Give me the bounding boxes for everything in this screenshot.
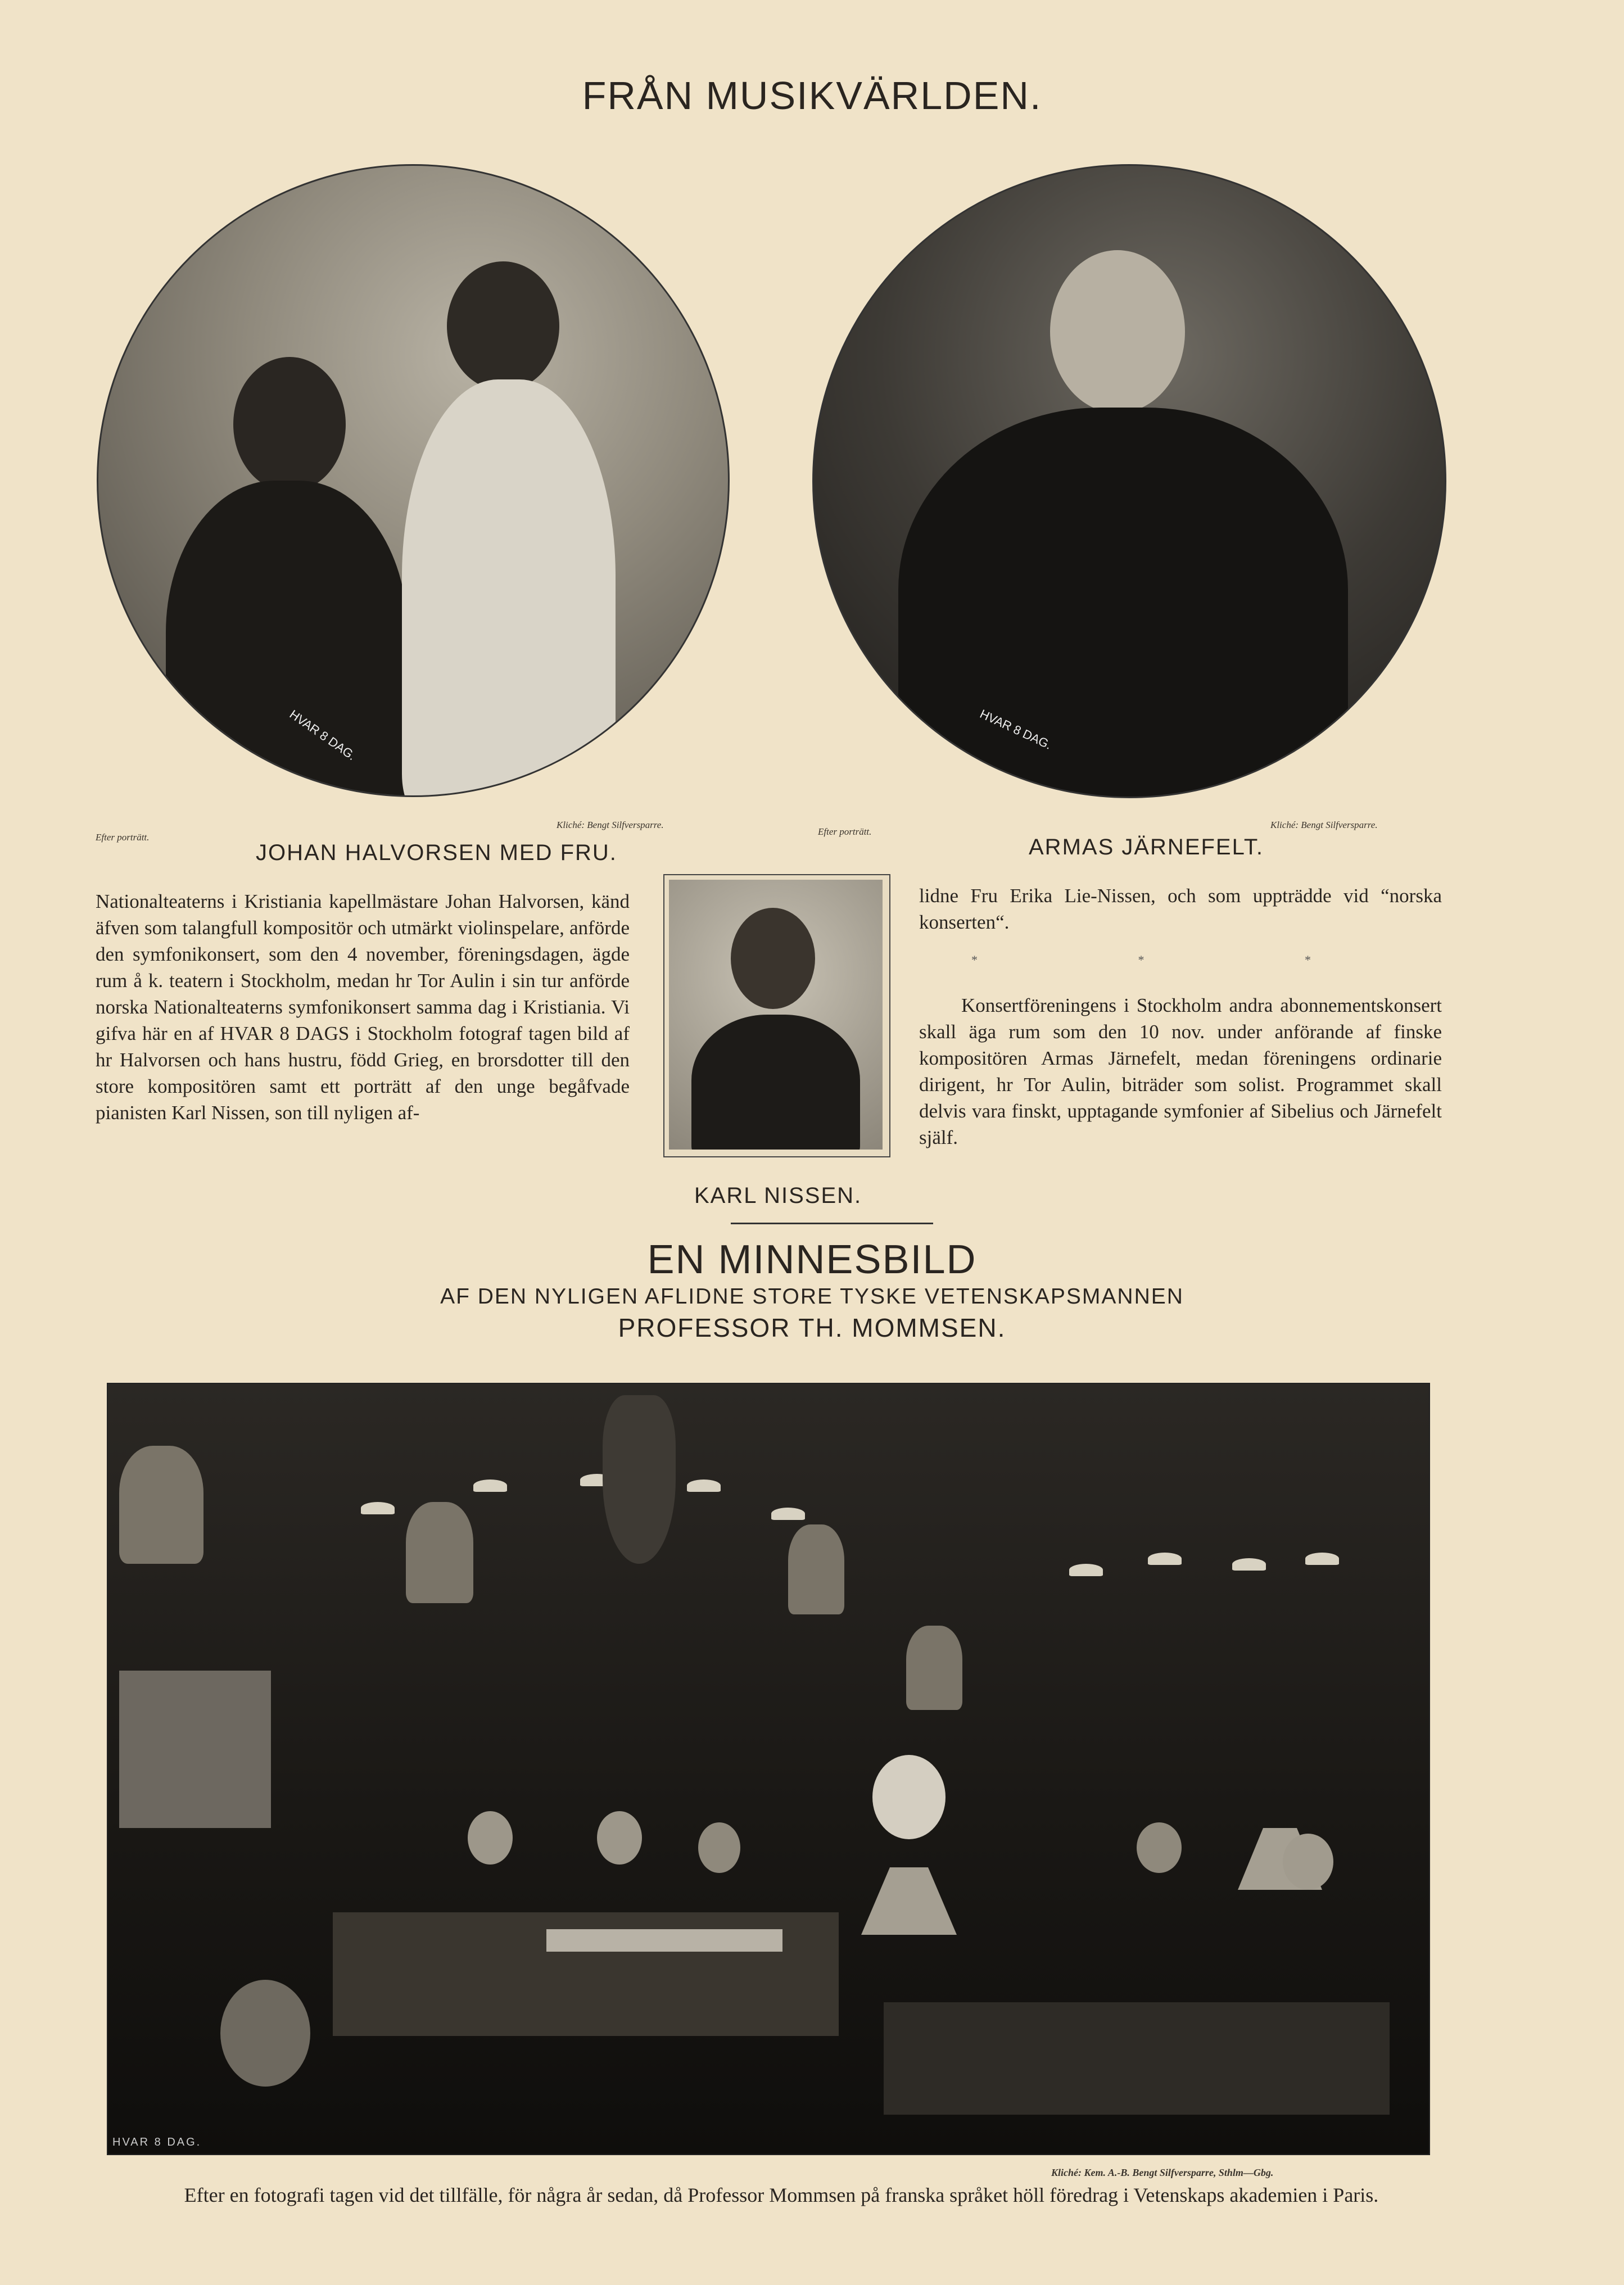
cliche-credit-left: Kliché: Bengt Silfversparre. bbox=[557, 820, 664, 830]
memorial-subject: PROFESSOR TH. MOMMSEN. bbox=[618, 1313, 1006, 1342]
section-separator: * * * bbox=[971, 953, 1390, 967]
mommsen-lecture-photo bbox=[107, 1383, 1430, 2155]
memorial-subheading: AF DEN NYLIGEN AFLIDNE STORE TYSKE VETENSKAPSMANNEN bbox=[440, 1284, 1184, 1309]
memorial-heading: EN MINNESBILD bbox=[647, 1237, 977, 1282]
memorial-caption: Efter en fotografi tagen vid det tillfälle, för några år sedan, då Professor Mommsen på franska språket höll föredrag i Vetenskaps akademien i Paris. bbox=[184, 2184, 1379, 2206]
divider-rule bbox=[731, 1223, 933, 1224]
page-title: FRÅN MUSIKVÄRLDEN. bbox=[582, 74, 1042, 117]
article-right-text-1: lidne Fru Erika Lie-Nissen, och som uppträdde vid “norska konserten“. bbox=[919, 885, 1442, 933]
article-right-text-2: Konsertföreningens i Stockholm andra abonnementskonsert skall äga rum som den 10 nov. under anförande af finske kompositören Armas Järnefelt, medan föreningens ordinarie dirigent, hr Tor Aulin, biträder som solist. Programmet skall delvis vara finskt, upptagande symfonier af Sibelius och Järnefelt själf. bbox=[919, 994, 1442, 1148]
source-credit-left: Efter porträtt. bbox=[96, 832, 150, 843]
cliche-credit-memorial: Kliché: Kem. A.-B. Bengt Silfversparre, Sthlm—Gbg. bbox=[1051, 2167, 1274, 2178]
portrait-jarnefelt-photo bbox=[812, 164, 1446, 798]
caption-jarnefelt: ARMAS JÄRNEFELT. bbox=[1029, 835, 1264, 859]
caption-nissen: KARL NISSEN. bbox=[694, 1183, 862, 1208]
watermark-left: HVAR 8 DAG. bbox=[287, 707, 359, 763]
cliche-credit-right: Kliché: Bengt Silfversparre. bbox=[1270, 820, 1378, 830]
article-left-text: Nationalteaterns i Kristiania kapellmästare Johan Halvorsen, känd äfven som talangfull kompositör och utmärkt violinspelare, anförde den symfonikonsert, som den 4 november, föreningsdagen, ägde rum å k. teatern i Stockholm, medan hr Tor Aulin i sin tur anförde norska Nationalteaterns symfonikonsert samma dag i Kristiania. Vi gifva här en af HVAR 8 DAGS i Stockholm fotograf tagen bild af hr Halvorsen och hans hustru, född Grieg, en brorsdotter till den store kompositören samt ett porträtt af den unge begåfvade pianisten Karl Nissen, son till nyligen af- bbox=[96, 890, 630, 1124]
watermark-right: HVAR 8 DAG. bbox=[978, 707, 1054, 752]
source-credit-right: Efter porträtt. bbox=[818, 826, 872, 837]
caption-halvorsen: JOHAN HALVORSEN MED FRU. bbox=[256, 840, 617, 865]
portrait-nissen-frame bbox=[663, 874, 890, 1157]
portrait-halvorsen-photo bbox=[97, 164, 730, 797]
portrait-nissen-photo bbox=[669, 880, 883, 1150]
watermark-hall: HVAR 8 DAG. bbox=[112, 2136, 202, 2148]
